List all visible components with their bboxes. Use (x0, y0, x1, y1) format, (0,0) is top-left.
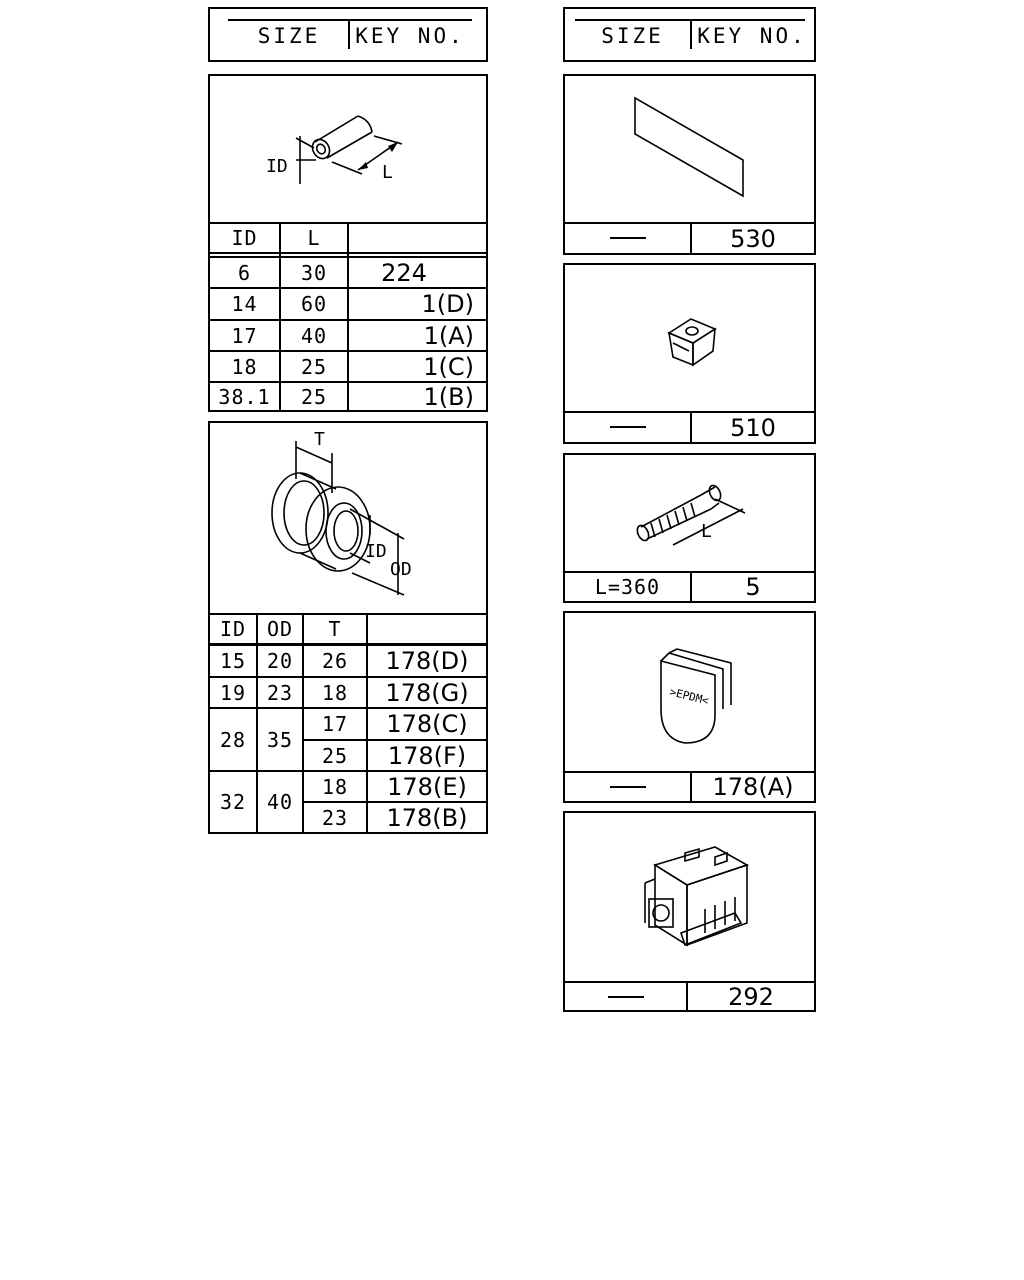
part-card-epdm-plug (563, 611, 816, 803)
table-row-od: 35 (266, 727, 294, 752)
part-size: L=360 (594, 575, 661, 599)
part-card-connector-housing (563, 811, 816, 1012)
table-row-od: 20 (266, 649, 294, 673)
table-row-l: 25 (300, 354, 328, 379)
grommet-col-t: T (328, 617, 342, 641)
part-key: 292 (728, 982, 774, 1011)
table-row-key: 1(B) (423, 382, 474, 411)
part-key: 530 (730, 224, 776, 253)
table-row-key: 178(E) (387, 772, 467, 801)
grommet-illustration (210, 423, 486, 613)
table-row-id: 32 (219, 790, 247, 814)
part-card-tape-sheet (563, 74, 816, 255)
tube-id-label: ID (266, 156, 288, 177)
table-row-t: 25 (321, 743, 349, 768)
epdm-plug-illustration (565, 613, 814, 771)
table-row-od: 40 (266, 790, 294, 814)
table-row-key: 1(C) (423, 352, 474, 381)
table-row-key: 178(F) (387, 741, 467, 770)
right-header (563, 7, 816, 62)
table-row-key: 178(C) (386, 710, 468, 738)
table-row-id: 15 (219, 649, 247, 673)
table-row-key: 1(A) (423, 321, 474, 350)
grommet-od-label: OD (390, 559, 412, 580)
left-header (208, 7, 488, 62)
table-row-id: 6 (237, 260, 252, 285)
table-row-id: 17 (231, 323, 258, 348)
epdm-label: >EPDM< (668, 685, 710, 708)
tube-table (208, 74, 488, 412)
corrugated-l-label: L (701, 521, 712, 542)
tube-illustration (210, 76, 486, 222)
part-key: 510 (730, 413, 776, 442)
table-row-t: 18 (321, 680, 349, 705)
table-row-id: 38.1 (218, 384, 271, 409)
table-row-id: 19 (219, 680, 247, 705)
grommet-id-label: ID (365, 541, 387, 562)
table-row-key: 178(G) (385, 678, 469, 707)
part-card-square-nut-clip (563, 263, 816, 444)
table-row-t: 17 (321, 712, 349, 736)
part-key: 5 (745, 573, 761, 601)
table-row-t: 26 (321, 649, 349, 673)
connector-housing-illustration (565, 813, 814, 981)
grommet-col-id: ID (219, 617, 247, 641)
table-row-l: 30 (300, 260, 328, 285)
grommet-col-od: OD (266, 617, 294, 641)
table-row-t: 23 (321, 805, 349, 830)
table-row-id: 14 (231, 292, 258, 316)
tube-col-l: L (307, 226, 321, 250)
table-row-key: 224 (381, 258, 427, 287)
right-header-key: KEY NO. (697, 24, 807, 48)
table-row-od: 23 (266, 680, 294, 705)
tube-col-id: ID (231, 226, 258, 250)
table-row-l: 25 (300, 384, 328, 409)
nut-clip-illustration (565, 265, 814, 411)
table-row-id: 28 (219, 727, 247, 752)
table-row-key: 178(B) (386, 803, 468, 832)
tape-sheet-illustration (565, 76, 814, 222)
tube-l-label: L (382, 162, 393, 183)
part-card-corrugated-tube (563, 453, 816, 603)
left-header-key: KEY NO. (355, 24, 465, 48)
grommet-t-label: T (314, 429, 325, 450)
table-row-id: 18 (231, 354, 258, 379)
grommet-table (208, 421, 488, 834)
corrugated-tube-illustration (565, 455, 814, 571)
table-row-key: 1(D) (421, 290, 474, 318)
table-row-l: 60 (300, 292, 328, 316)
table-row-t: 18 (321, 774, 349, 799)
right-header-size: SIZE (601, 24, 664, 48)
part-key: 178(A) (712, 773, 794, 801)
table-row-l: 40 (300, 323, 328, 348)
table-row-key: 178(D) (385, 647, 469, 675)
left-header-size: SIZE (257, 24, 321, 48)
